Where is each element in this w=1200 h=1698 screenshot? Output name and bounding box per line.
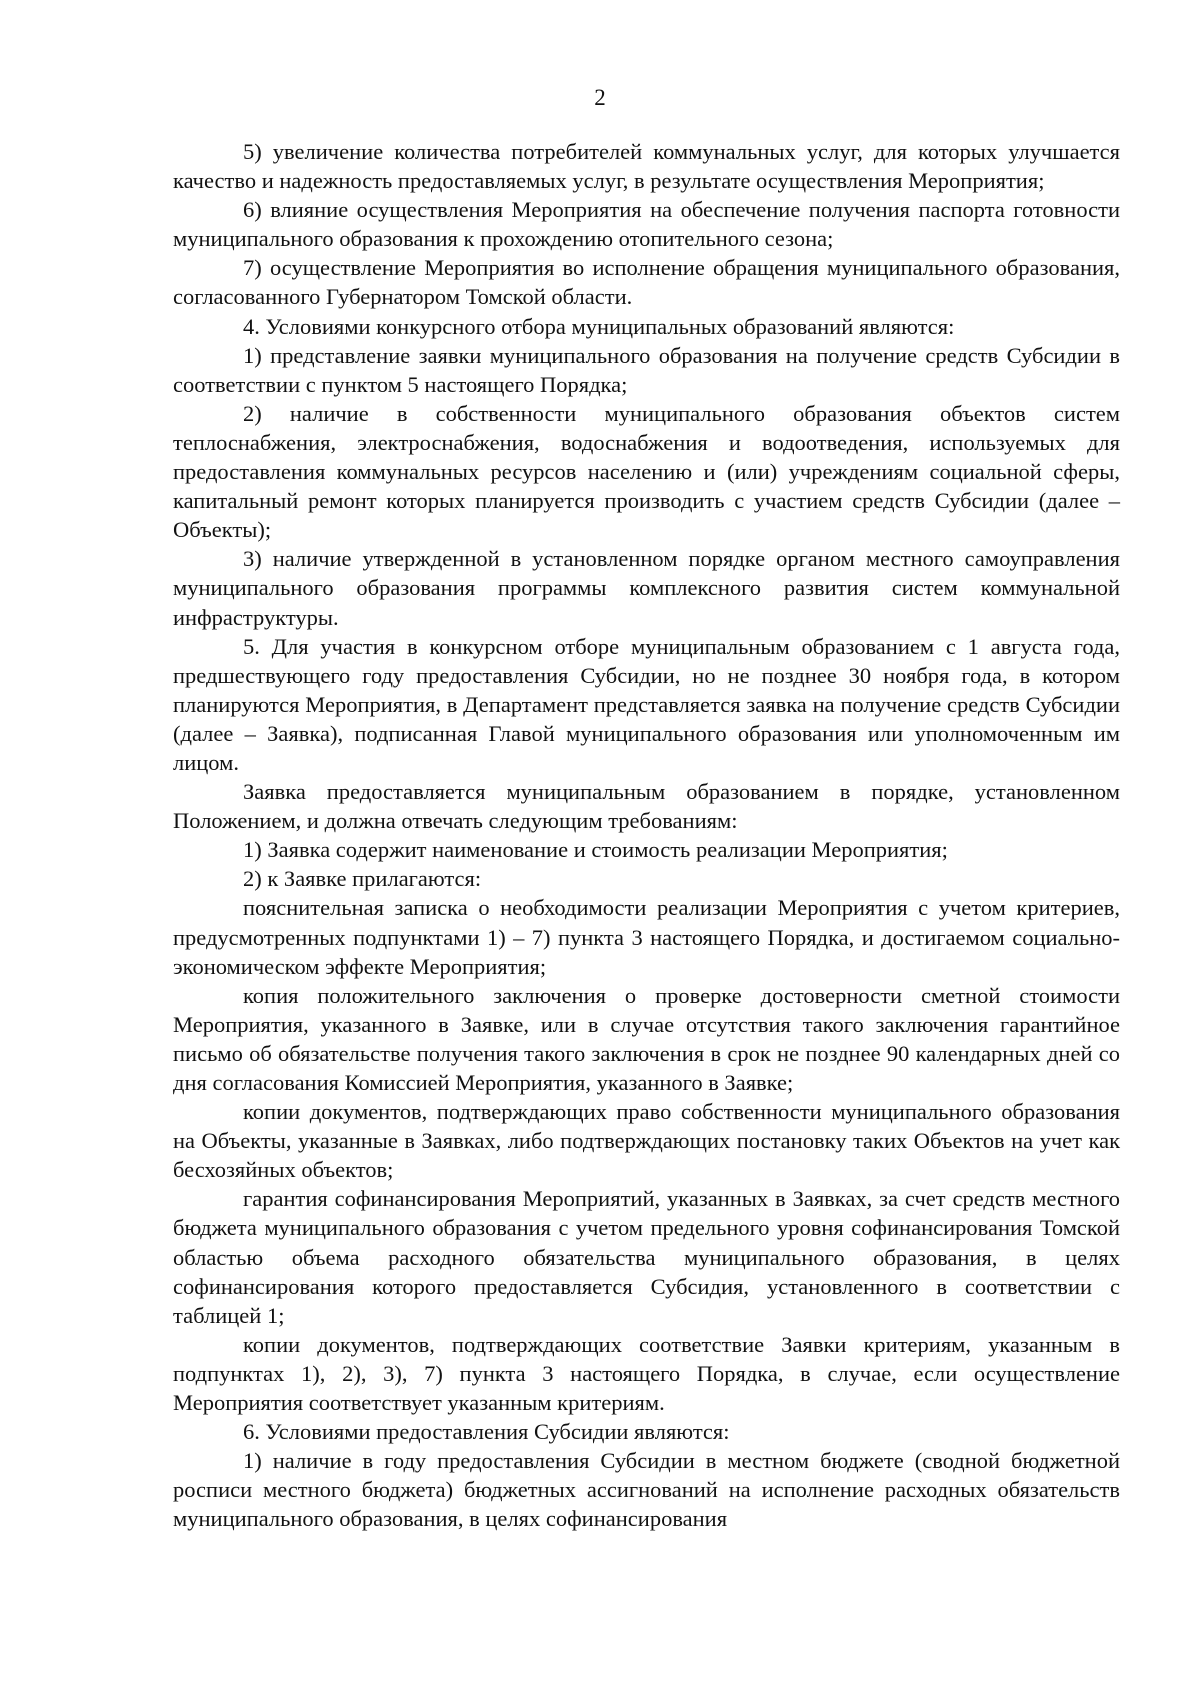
paragraph: 1) представление заявки муниципального образования на получение средств Субсидии в соответствии с пунктом 5 настоящего Порядка; xyxy=(173,342,1120,397)
paragraph: копии документов, подтверждающих соответствие Заявки критериям, указанным в подпунктах 1), 2), 3), 7) пункта 3 настоящего Порядка, в случае, если осуществление Мероприятия соответствует указанным критериям. xyxy=(173,1331,1120,1416)
page-number: 2 xyxy=(594,85,606,110)
document-body xyxy=(173,137,1120,1534)
paragraph: 6) влияние осуществления Мероприятия на обеспечение получения паспорта готовности муниципального образования к прохождению отопительного сезона; xyxy=(173,197,1120,252)
paragraph: гарантия софинансирования Мероприятий, указанных в Заявках, за счет средств местного бюджета муниципального образования с учетом предельного уровня софинансирования Томской областью объема расходного обязательства муниципального образования, в целях софинансирования которого предоставляется Субсидия, установленного в соответствии с таблицей 1; xyxy=(173,1186,1120,1328)
paragraph: 1) Заявка содержит наименование и стоимость реализации Мероприятия; xyxy=(243,837,948,863)
paragraph: копии документов, подтверждающих право собственности муниципального образования на Объекты, указанные в Заявках, либо подтверждающих постановку таких Объектов на учет как бесхозяйных объектов; xyxy=(173,1099,1120,1183)
paragraph: 5. Для участия в конкурсном отборе муниципальным образованием с 1 августа года, предшествующего году предоставления Субсидии, но не позднее 30 ноября года, в котором планируются Мероприятия, в Департамент представляется заявка на получение средств Субсидии (далее – Заявка), подписанная Главой муниципального образования или уполномоченным им лицом. xyxy=(173,633,1120,775)
paragraph: 5) увеличение количества потребителей коммунальных услуг, для которых улучшается качество и надежность предоставляемых услуг, в результате осуществления Мероприятия; xyxy=(173,139,1120,194)
paragraph: 3) наличие утвержденной в установленном порядке органом местного самоуправления муниципального образования программы комплексного развития систем коммунальной инфраструктуры. xyxy=(173,546,1120,630)
paragraph: 2) наличие в собственности муниципального образования объектов систем теплоснабжения, электроснабжения, водоснабжения и водоотведения, используемых для предоставления коммунальных ресурсов населению и (или) учреждениям социальной сферы, капитальный ремонт которых планируется производить с участием средств Субсидии (далее – Объекты); xyxy=(173,400,1120,543)
paragraph: Заявка предоставляется муниципальным образованием в порядке, установленном Положением, и должна отвечать следующим требованиям: xyxy=(173,779,1120,834)
paragraph: копия положительного заключения о проверке достоверности сметной стоимости Мероприятия, указанного в Заявке, или в случае отсутствия такого заключения гарантийное письмо об обязательстве получения такого заключения в срок не позднее 90 календарных дней со дня согласования Комиссией Мероприятия, указанного в Заявке; xyxy=(173,982,1120,1095)
paragraph: 7) осуществление Мероприятия во исполнение обращения муниципального образования, согласованного Губернатором Томской области. xyxy=(173,255,1120,310)
paragraph: 6. Условиями предоставления Субсидии являются: xyxy=(243,1419,730,1445)
paragraph: пояснительная записка о необходимости реализации Мероприятия с учетом критериев, предусмотренных подпунктами 1) – 7) пункта 3 настоящего Порядка, и достигаемом социально-экономическом эффекте Мероприятия; xyxy=(173,895,1120,979)
paragraph: 2) к Заявке прилагаются: xyxy=(243,866,482,892)
paragraph: 1) наличие в году предоставления Субсидии в местном бюджете (сводной бюджетной росписи местного бюджета) бюджетных ассигнований на исполнение расходных обязательств муниципального образования, в целях софинансирования xyxy=(173,1448,1120,1532)
paragraph: 4. Условиями конкурсного отбора муниципальных образований являются: xyxy=(243,313,955,339)
